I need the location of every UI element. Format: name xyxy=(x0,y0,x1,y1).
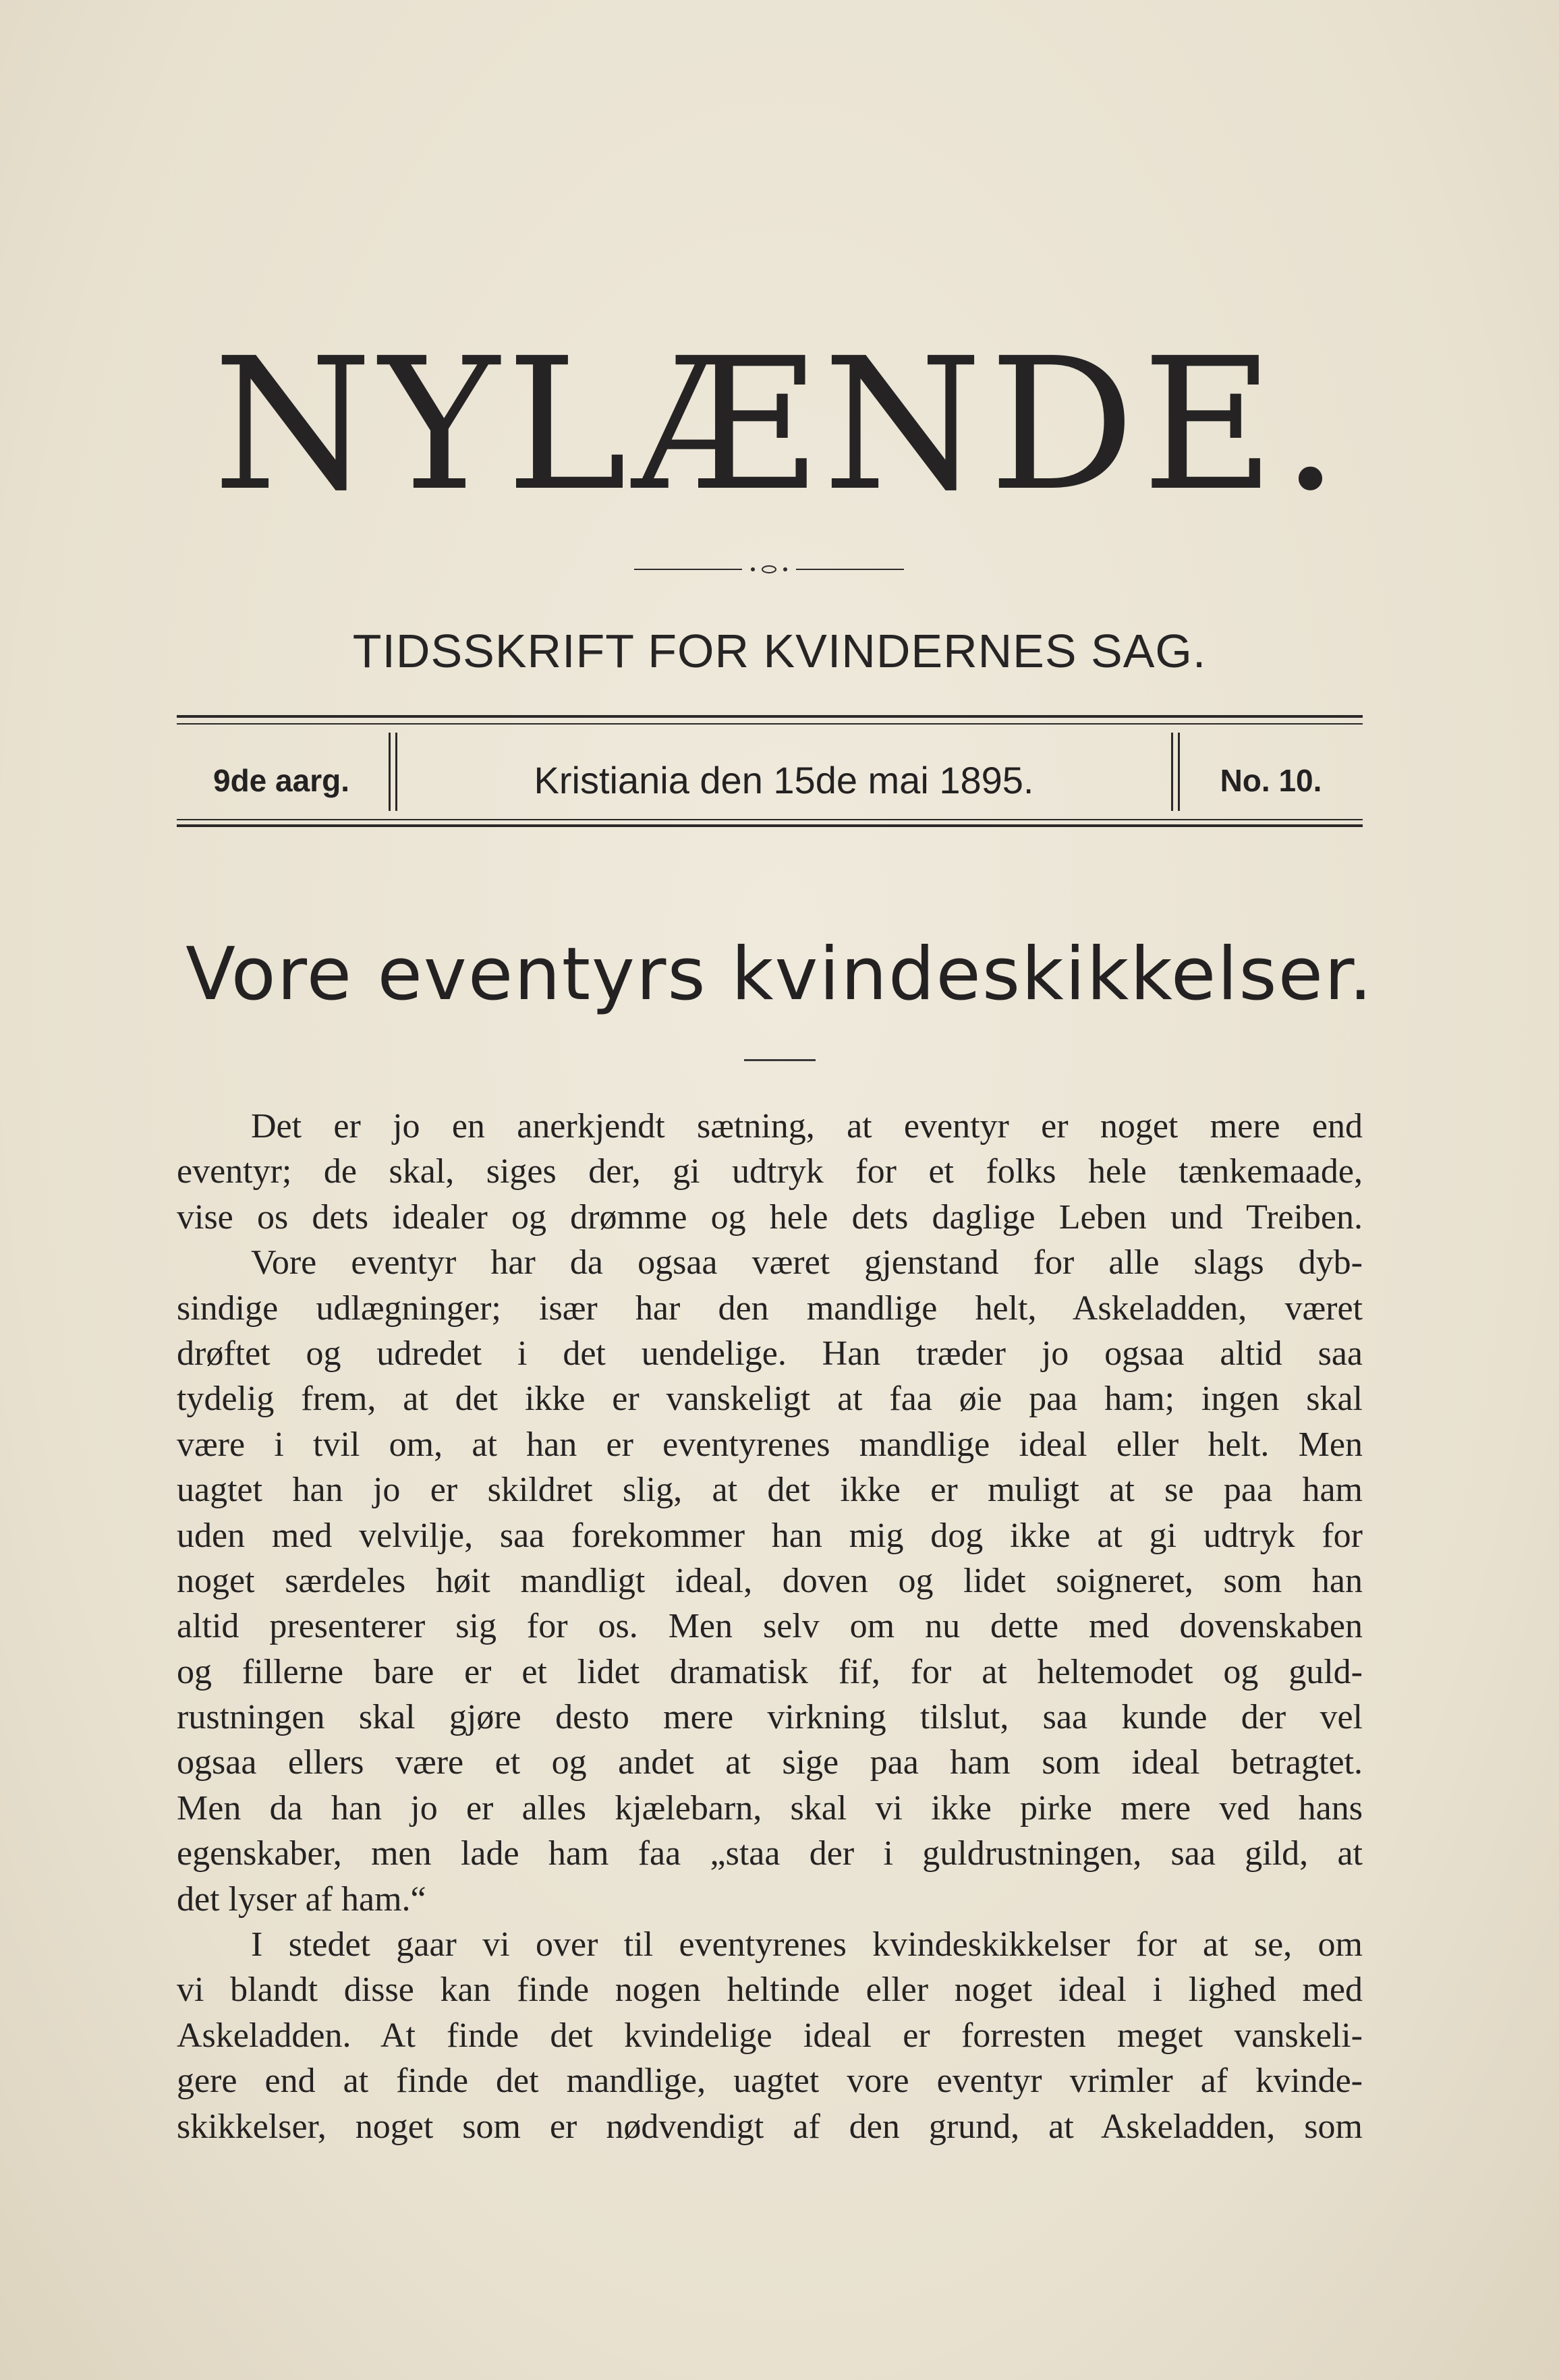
body-line: drøftet og udredet i det uendelige. Han træder jo ogsaa altid saa xyxy=(177,1334,1363,1373)
place-date: Kristiania den 15de mai 1895. xyxy=(534,759,1034,801)
title-underline xyxy=(744,1059,816,1061)
body-line: tydelig frem, at det ikke er vanskeligt at faa øie paa ham; ingen skal xyxy=(177,1380,1363,1419)
body-line: være i tvil om, at han er eventyrenes mandlige ideal eller helt. Men xyxy=(177,1425,1363,1464)
masthead-subtitle: TIDSSKRIFT FOR KVINDERNES SAG. xyxy=(352,625,1207,677)
issue-number: No. 10. xyxy=(1220,763,1322,798)
volume-label: 9de aarg. xyxy=(213,763,349,798)
body-line: rustningen skal gjøre desto mere virkning tilslut, saa kunde der vel xyxy=(177,1698,1363,1737)
ornament-divider xyxy=(634,564,904,575)
info-bar-divider-left xyxy=(389,733,391,811)
body-line: Men da han jo er alles kjælebarn, skal vi ikke pirke mere ved hans xyxy=(177,1788,1363,1828)
body-line: skikkelser, noget som er nødvendigt af den grund, at Askeladden, som xyxy=(177,2107,1363,2146)
body-line: Vore eventyr har da ogsaa været gjenstand for alle slags dyb- xyxy=(251,1243,1363,1282)
body-line: gere end at finde det mandlige, uagtet vore eventyr vrimler af kvinde- xyxy=(177,2062,1363,2101)
body-line: vise os dets idealer og drømme og hele dets daglige Leben und Treiben. xyxy=(177,1197,1363,1237)
issue-info-bar xyxy=(177,715,1363,830)
info-bar-divider-left-inner xyxy=(395,733,397,811)
body-line: sindige udlægninger; især har den mandlige helt, Askeladden, været xyxy=(177,1288,1363,1328)
article-title: Vore eventyrs kvindeskikkelser. xyxy=(186,932,1373,1017)
body-line: uden med velvilje, saa forekommer han mig dog ikke at gi udtryk for xyxy=(177,1516,1363,1555)
info-bar-bottom-rule xyxy=(177,824,1363,827)
article-body xyxy=(177,1104,1363,2149)
body-line: Askeladden. At finde det kvindelige ideal er forresten meget vanskeli- xyxy=(177,2016,1363,2055)
masthead-title: NYLÆNDE. xyxy=(212,318,1347,531)
body-line: ogsaa ellers være et og andet at sige paa ham som ideal betragtet. xyxy=(177,1743,1363,1782)
info-bar-top-rule xyxy=(177,715,1363,718)
body-line: eventyr; de skal, siges der, gi udtryk for et folks hele tænkemaade, xyxy=(177,1152,1363,1191)
body-line: egenskaber, men lade ham faa „staa der i guldrustningen, saa gild, at xyxy=(177,1834,1363,1873)
body-line: vi blandt disse kan finde nogen heltinde eller noget ideal i lighed med xyxy=(177,1971,1363,2010)
body-line: Det er jo en anerkjendt sætning, at eventyr er noget mere end xyxy=(251,1107,1363,1145)
body-line: og fillerne bare er et lidet dramatisk fif, for at heltemodet og guld- xyxy=(177,1652,1363,1691)
info-bar-bottom-rule-thin xyxy=(177,819,1363,820)
info-bar-top-rule-thin xyxy=(177,723,1363,725)
info-bar-divider-right-inner xyxy=(1171,733,1173,811)
body-line: altid presenterer sig for os. Men selv om nu dette med dovenskaben xyxy=(177,1607,1363,1646)
body-line: noget særdeles høit mandligt ideal, doven og lidet soigneret, som han xyxy=(177,1561,1363,1600)
body-line: I stedet gaar vi over til eventyrenes kvindeskikkelser for at se, om xyxy=(251,1925,1363,1964)
body-line: uagtet han jo er skildret slig, at det ikke er muligt at se paa ham xyxy=(177,1471,1363,1510)
body-line: det lyser af ham.“ xyxy=(177,1879,426,1919)
